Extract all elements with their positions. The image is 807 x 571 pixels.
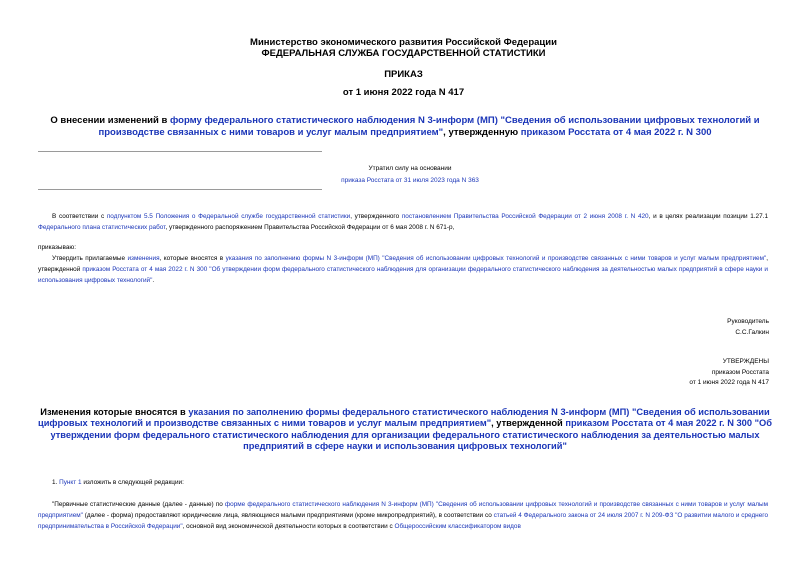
order-300-full-link[interactable]: приказом Росстата от 4 мая 2022 г. N 300 "Об утверждении форм федерального статистического наблюдения для организации федерального статистического наблюдения за деятельностью малых предприятий в сфере науки и использования цифровых технологий" (38, 266, 768, 285)
approval-line-3: от 1 июня 2022 года N 417 (689, 379, 769, 387)
order-title (30, 115, 780, 138)
quote-paragraph (38, 499, 768, 533)
ministry-name: Министерство экономического развития Российской Федерации (250, 37, 557, 48)
changes-title (30, 407, 780, 452)
title-middle: , утвержденную (443, 126, 521, 138)
changes-link[interactable]: изменения (127, 255, 160, 262)
regulation-link[interactable]: Положения о Федеральной службе государственной статистики (155, 213, 351, 220)
divider-bottom (38, 189, 322, 190)
quote-text-a: "Первичные статистические данные (далее - данные) по (52, 501, 225, 508)
item-1 (52, 477, 752, 488)
clause-1-link[interactable]: Пункт 1 (59, 479, 82, 486)
changes-title-prefix: Изменения которые вносятся в (40, 407, 189, 417)
subclause-link[interactable]: подпунктом 5.5 (106, 213, 153, 220)
p1-text-c: , утвержденного (350, 213, 402, 220)
status-note-text: Утратил силу на основании (368, 165, 452, 172)
preamble-paragraph (38, 211, 768, 233)
p1-text-a: В соответствии с (52, 213, 107, 220)
p2-text-a: Утвердить прилагаемые (52, 255, 128, 262)
order-word: приказываю: (38, 244, 76, 251)
signature-name: С.С.Галкин (735, 328, 769, 336)
order-date-number: от 1 июня 2022 года N 417 (342, 87, 465, 98)
document-type: ПРИКАЗ (384, 69, 423, 80)
federal-law-link[interactable]: статьей 4 Федерального закона от 24 июля 2007 г. N 209-ФЗ "О развитии малого и среднего предпринимательства в Российской Федерации" (38, 512, 769, 531)
signature-block (727, 317, 769, 338)
p2-text-b: , которые вносятся в (159, 255, 226, 262)
quote-text-b: (далее - форма) предоставляют юридические лица, являющиеся малыми предприятиями (кроме микропредприятий), в соответствии со (82, 512, 494, 520)
changes-title-middle: , утвержденной (491, 418, 566, 429)
approval-paragraph (38, 253, 768, 287)
p1-text-e: , утвержденного распоряжением Правительства Российской Федерации от 6 мая 2008 г. N 671-р, (165, 224, 455, 232)
divider-top (38, 151, 322, 152)
quote-text-c: , основной вид экономической деятельности которых в соответствии с (182, 523, 395, 531)
order-300-link[interactable]: приказом Росстата от 4 мая 2022 г. N 300 (520, 126, 712, 138)
status-note (340, 163, 480, 187)
instructions-link[interactable]: указания по заполнению формы N 3-информ (МП) "Сведения об использовании цифровых технологий и производстве связанных с ними товаров и услуг малым предприятием" (225, 255, 767, 262)
government-decree-link[interactable]: постановлением Правительства Российской Федерации от 2 июня 2008 г. N 420 (401, 213, 649, 220)
title-prefix: О внесении изменений в (50, 115, 170, 126)
approval-block (689, 357, 769, 389)
item-1-number: 1. (52, 479, 60, 486)
form-link[interactable]: форму федерального статистического наблюдения N 3-информ (МП) "Сведения об использовании цифровых технологий и производстве связанных с ними товаров и услуг малым предприятием" (98, 115, 760, 138)
approval-line-1: УТВЕРЖДЕНЫ (722, 358, 769, 365)
changes-order-300-link[interactable]: приказом Росстата от 4 мая 2022 г. N 300 "Об утверждении форм федерального статистического наблюдения для организации федерального статистического наблюдения за деятельностью малых предприятий в сфере науки и использования цифровых технологий" (50, 418, 772, 451)
classifier-link[interactable]: Общероссийским классификатором видов (394, 523, 521, 531)
federal-plan-link[interactable]: Федерального плана статистических работ (38, 224, 166, 232)
service-name: ФЕДЕРАЛЬНАЯ СЛУЖБА ГОСУДАРСТВЕННОЙ СТАТИСТИКИ (261, 48, 546, 59)
signature-role: Руководитель (727, 318, 769, 325)
changes-instructions-link[interactable]: указания по заполнению формы федерального статистического наблюдения N 3-информ (МП) "Сведения об использовании цифровых технологий и производстве связанных с ними товаров и услуг малым предприятием" (37, 407, 770, 429)
item-1-text: изложить в следующей редакции: (81, 479, 184, 486)
quote-form-link[interactable]: форме федерального статистического наблюдения N 3-информ (МП) "Сведения об использовании цифровых технологий и производстве связанных с ними товаров и услуг малым предприятием" (38, 501, 768, 520)
p2-text-c: , утвержденной (38, 255, 769, 274)
p1-text-d: , и в целях реализации позиции 1.27.1 (648, 213, 768, 220)
approval-line-2: приказом Росстата (711, 368, 769, 376)
p2-text-d: . (152, 277, 155, 285)
repeal-order-link[interactable]: приказа Росстата от 31 июля 2023 года N 363 (341, 177, 479, 184)
